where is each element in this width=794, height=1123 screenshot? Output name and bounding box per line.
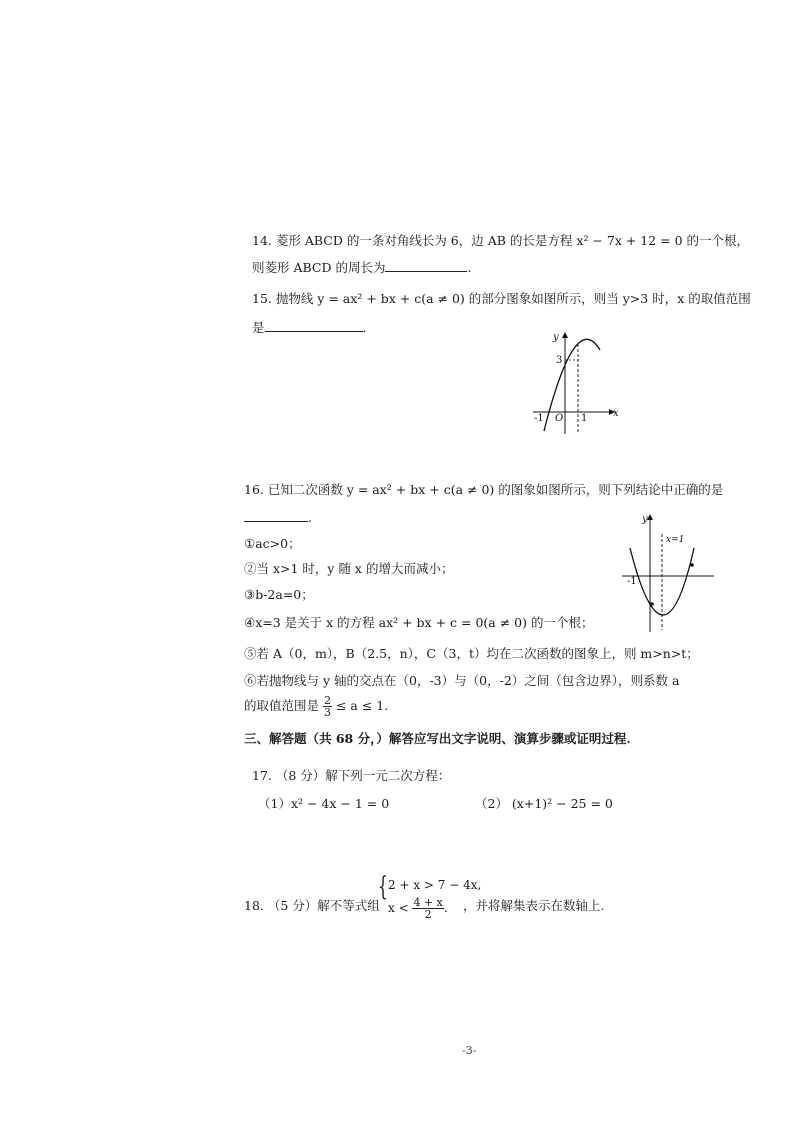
q15-label-minus1: -1 — [534, 413, 544, 424]
q16-parabola-graph — [618, 512, 718, 634]
q14-line2 — [252, 258, 471, 276]
q16-item-1: ①ac>0； — [244, 536, 301, 551]
q18-frac-num: 4 + x — [413, 896, 443, 909]
q16-item-3: ③b-2a=0； — [244, 587, 314, 602]
q18-fraction — [412, 897, 443, 920]
q15-line2-text: 是 — [252, 320, 265, 335]
q18-ineq2-pre: x < — [388, 901, 409, 915]
q16-item-5: ⑤若 A（0，m），B（2.5，n），C（3，t）均在二次函数的图象上，则 m>n>t； — [244, 646, 699, 661]
section-3-heading: 三、解答题（共 68 分，）解答应写出文字说明、演算步骤或证明过程. — [244, 731, 631, 746]
q16-answer-blank[interactable] — [244, 509, 308, 522]
q15-label-origin: O — [555, 413, 564, 424]
q17-part2: （2） (x+1)² − 25 = 0 — [475, 796, 613, 811]
q16-item-6: ⑥若抛物线与 y 轴的交点在（0，-3）与（0，-2）之间（包含边界），则系数 a — [244, 673, 680, 688]
q16-item-6-cont — [244, 695, 388, 718]
q16-last-pre: 的取值范围是 — [244, 698, 320, 713]
q18-suffix: ，并将解集表示在数轴上. — [463, 898, 605, 913]
q14-line2-text: 则菱形 ABCD 的周长为 — [252, 260, 386, 275]
q16-blank-line — [244, 509, 312, 525]
q17-title: 17. （8 分）解下列一元二次方程： — [252, 768, 451, 783]
q15-y-arrow — [562, 332, 568, 338]
q16-fraction — [323, 695, 332, 718]
page-number: -3- — [462, 1044, 477, 1057]
q18-ineq2 — [388, 897, 448, 920]
q15-label-y: y — [553, 332, 559, 343]
q16-label-y: y — [642, 514, 648, 525]
q18-brace: { — [378, 872, 388, 902]
q15-line2 — [252, 318, 367, 336]
q18-frac-den: 2 — [424, 908, 432, 921]
q15-answer-blank[interactable] — [265, 319, 363, 332]
q15-label-x: x — [613, 408, 619, 419]
q15-label-3: 3 — [556, 355, 563, 366]
q16-last-post: ≤ a ≤ 1. — [335, 698, 389, 713]
q16-point-marker — [650, 602, 654, 606]
q16-blank-end: . — [308, 510, 312, 525]
q15-label-1: 1 — [581, 413, 588, 424]
q16-item-4: ④x=3 是关于 x 的方程 ax² + bx + c = 0(a ≠ 0) 的一个根； — [244, 615, 594, 630]
q14-answer-blank[interactable] — [385, 259, 467, 272]
q16-item-2: ②当 x>1 时，y 随 x 的增大而减小； — [244, 561, 454, 576]
q15-line1: 15. 抛物线 y = ax² + bx + c(a ≠ 0) 的部分图象如图所示，则当 y>3 时，x 的取值范围 — [252, 291, 751, 306]
q16-point-marker — [690, 563, 694, 567]
q16-label-minus1: -1 — [627, 576, 637, 587]
q16-label-x1: x=1 — [666, 535, 685, 545]
q16-line1: 16. 已知二次函数 y = ax² + bx + c(a ≠ 0) 的图象如图所示，则下列结论中正确的是 — [244, 482, 724, 497]
q15-line2-end: . — [362, 320, 367, 335]
q14-line1: 14. 菱形 ABCD 的一条对角线长为 6，边 AB 的长是方程 x² − 7x + 12 = 0 的一个根， — [252, 233, 750, 248]
q15-parabola-graph — [525, 328, 625, 436]
q17-part1: （1）x² − 4x − 1 = 0 — [258, 796, 390, 811]
q18-ineq2-post: . — [443, 901, 448, 915]
q16-frac-num: 2 — [324, 694, 331, 707]
q18-prefix: 18. （5 分）解不等式组 — [244, 898, 380, 913]
q16-y-arrow — [647, 514, 653, 520]
q18-ineq1: 2 + x > 7 − 4x, — [388, 878, 482, 892]
q15-parabola-curve — [544, 339, 600, 431]
q16-frac-den: 3 — [324, 706, 331, 719]
q14-line2-end: . — [467, 260, 472, 275]
